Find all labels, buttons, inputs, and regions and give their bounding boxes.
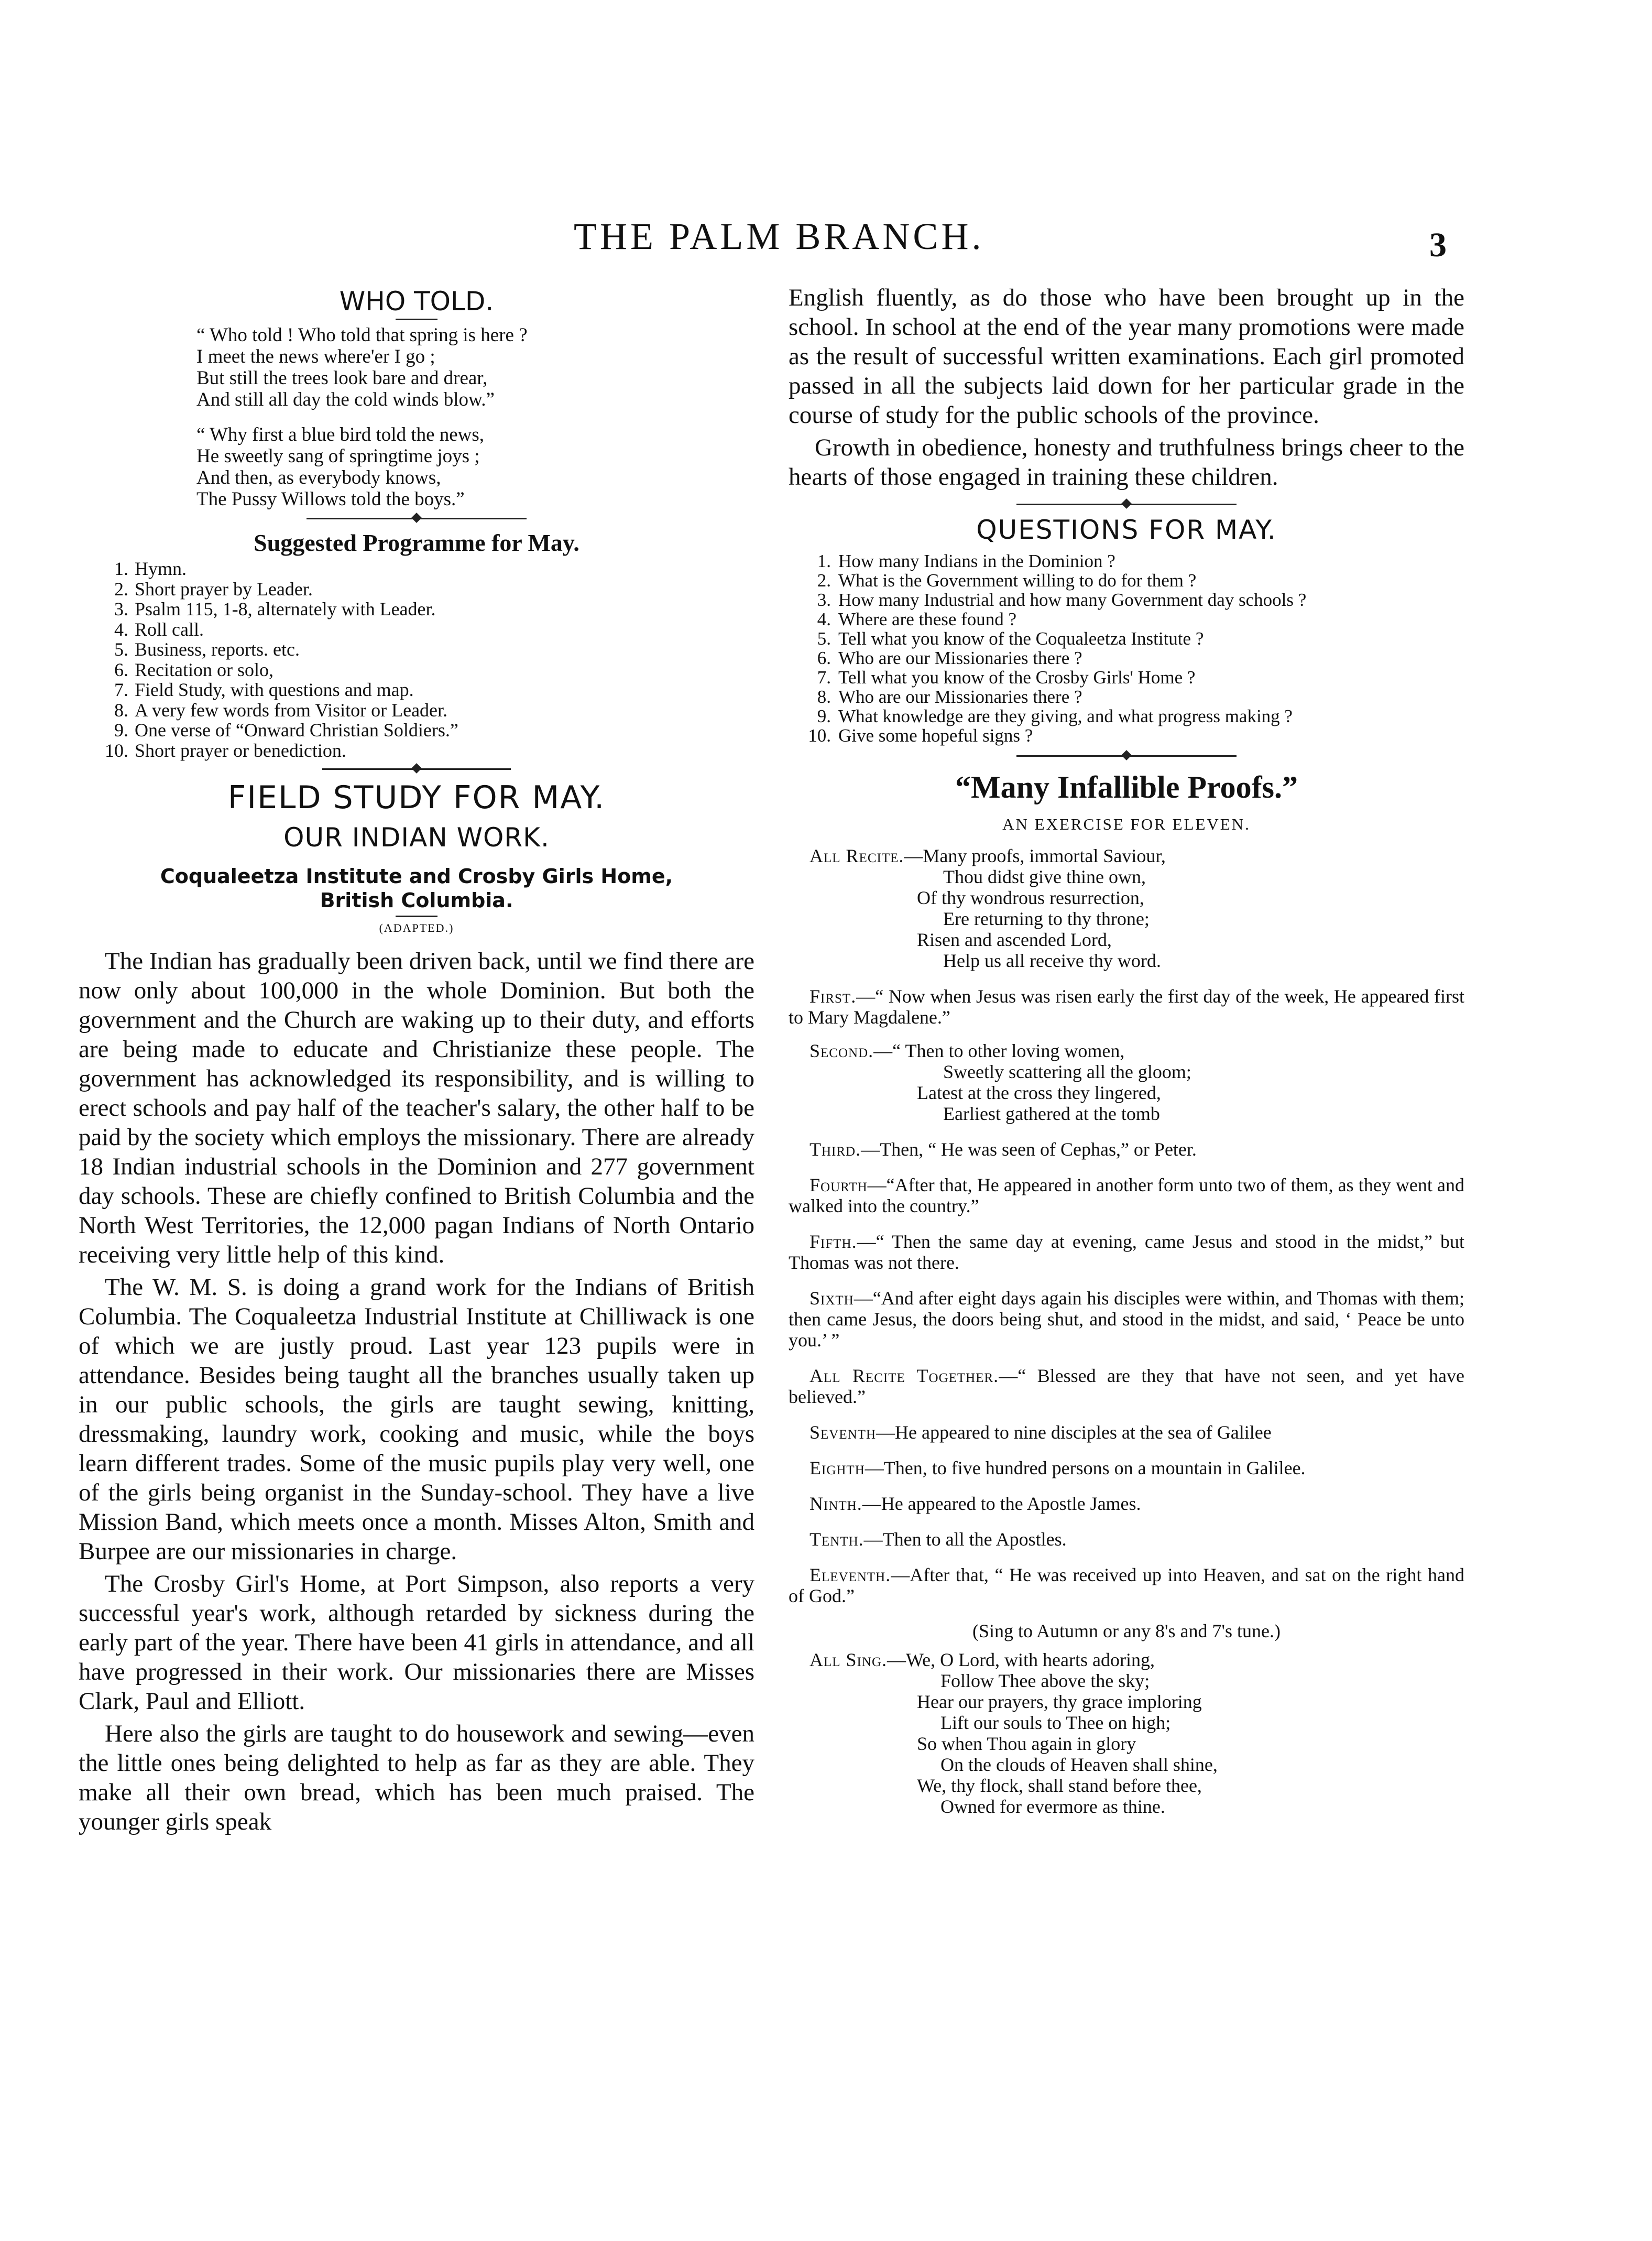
list-item: 3. Psalm 115, 1-8, alternately with Leader. [114,599,436,619]
poem-line: He sweetly sang of springtime joys ; [196,445,480,467]
body-paragraph: The Indian has gradually been driven back, until we find there are now only about 100,000 in the whole Dominion. But both the government and the Church are waking up to their duty, and efforts are being made to educate and Christianize these people. The government has acknowledged its responsibility, and is willing to erect schools and pay half of the teacher's salary, the other half to be paid by the society which employs the missionary. There are already 18 Indian industrial schools in the Dominion and 277 government day schools. These are chiefly confined to British Columbia and the North West Territories, the 12,000 pagan Indians of North Ontario receiving very little help of this kind. [79,948,754,1268]
right-column [789,283,1464,1817]
questions-list [789,551,1464,745]
programme-title: Suggested Programme for May. [254,529,579,556]
institution-title: Coqualeetza Institute and Crosby Girls Home, British Columbia. [160,865,673,912]
poem-line: And still all day the cold winds blow.” [196,389,495,410]
list-item: 2. What is the Government willing to do for them ? [817,570,1197,591]
body-paragraph: Here also the girls are taught to do housework and sewing—even the little ones being delighted to help as far as they are able. They make all their own bread, which has been much praised. The younger girls speak [79,1720,754,1835]
left-column [79,283,754,1836]
speaker-second: Second.—“ Then to other loving women, Sweetly scattering all the gloom; Latest at the cross they lingered, Earliest gathered at the tomb [809,1040,1191,1124]
page-header [0,210,1652,273]
exercise-subtitle: AN EXERCISE FOR ELEVEN. [1002,815,1251,833]
speaker-label: All Recite. [809,845,904,866]
speaker-seventh: Seventh—He appeared to nine disciples at the sea of Galilee [809,1422,1272,1443]
list-item: 8. A very few words from Visitor or Leader. [114,699,448,721]
list-item: 9. What knowledge are they giving, and what progress making ? [817,706,1293,726]
poem-line: I meet the news where'er I go ; [196,346,435,367]
list-item: 5. Business, reports. etc. [114,639,300,660]
poem-line: “ Why first a blue bird told the news, [196,424,485,445]
list-item: 10. Give some hopeful signs ? [808,725,1033,746]
speaker-eighth: Eighth—Then, to five hundred persons on a mountain in Galilee. [809,1457,1306,1478]
speaker-fifth: Fifth.—“ Then the same day at evening, came Jesus and stood in the midst,” but Thomas was not there. [789,1231,1464,1273]
short-rule [396,916,437,917]
speaker-sixth: Sixth—“And after eight days again his disciples were within, and Thomas with them; then came Jesus, the doors being shut, and stood in the midst, and said, ‘ Peace be unto you.’ ” [789,1288,1464,1351]
poem-line: “ Who told ! Who told that spring is here ? [196,324,528,346]
field-study-subtitle: OUR INDIAN WORK. [283,822,550,853]
questions-title: QUESTIONS FOR MAY. [976,515,1277,545]
list-item: 6. Recitation or solo, [114,659,273,680]
ornamental-divider [307,513,527,524]
list-item: 2. Short prayer by Leader. [114,578,313,600]
poem-line: But still the trees look bare and drear, [196,367,488,389]
field-study-title: FIELD STUDY FOR MAY. [227,779,606,816]
list-item: 1. Hymn. [114,558,187,579]
list-item: 3. How many Industrial and how many Government day schools ? [817,590,1307,610]
list-item: 5. Tell what you know of the Coqualeetza Institute ? [817,628,1204,649]
body-paragraph-continued: English fluently, as do those who have been brought up in the school. In school at the end of the year many promotions were made as the result of successful written examinations. Each girl promoted passed in all the subjects laid down for her particular grade in the course of study for the public schools of the province. [789,284,1464,429]
list-item: 9. One verse of “Onward Christian Soldiers.” [114,720,458,741]
body-paragraph: Growth in obedience, honesty and truthfulness brings cheer to the hearts of those engaged in training these children. [789,434,1464,491]
tune-note: (Sing to Autumn or any 8's and 7's tune.) [972,1620,1281,1641]
ornamental-divider [322,764,511,774]
all-sing-block: All Sing.—We, O Lord, with hearts adoring, Follow Thee above the sky; Hear our prayers, thy grace imploring Lift our souls to Thee on high; So when Thou again in glory On the clouds of Heaven shall shine, We, thy flock, shall stand before thee, Owned for evermore as thine. [809,1649,1218,1817]
speaker-third: Third.—Then, “ He was seen of Cephas,” or Peter. [809,1139,1197,1160]
speaker-tenth: Tenth.—Then to all the Apostles. [809,1529,1067,1550]
ornamental-divider [1016,750,1237,761]
list-item: 8. Who are our Missionaries there ? [817,687,1082,707]
body-paragraph: The Crosby Girl's Home, at Port Simpson, also reports a very successful year's work, although retarded by sickness during the early part of the year. There have been 41 girls in attendance, and all have progressed in their work. Our missionaries there are Misses Clark, Paul and Elliott. [79,1570,754,1715]
list-item: 4. Where are these found ? [817,609,1017,629]
list-item: 7. Tell what you know of the Crosby Girls' Home ? [817,667,1196,688]
speaker-eleventh: Eleventh.—After that, “ He was received up into Heaven, and sat on the right hand of God.” [789,1564,1464,1606]
body-paragraph: The W. M. S. is doing a grand work for the Indians of British Columbia. The Coqualeetza Industrial Institute at Chilliwack is one of which we are justly proud. Last year 123 pupils were in attendance. Besides being taught all the branches usually taken up in our public schools, the girls are taught sewing, knitting, dressmaking, laundry work, cooking and music, while the boys learn different trades. Some of the music pupils play very well, one of the girls being organist in the Sunday-school. They have a live Mission Band, which meets once a month. Misses Alton, Smith and Burpee are our missionaries in charge. [79,1274,754,1565]
speaker-fourth: Fourth—“After that, He appeared in another form unto two of them, as they went and walked into the country.” [789,1174,1464,1216]
poem-stanza-1 [196,324,754,410]
poem-line: The Pussy Willows told the boys.” [196,488,465,510]
poem-title: WHO TOLD. [339,286,494,317]
speaker-ninth: Ninth.—He appeared to the Apostle James. [809,1493,1141,1514]
list-item: 1. How many Indians in the Dominion ? [817,551,1115,571]
all-recite-block: All Recite.—Many proofs, immortal Saviour, Thou didst give thine own, Of thy wondrous resurrection, Ere returning to thy throne; Risen and ascended Lord, Help us all receive thy word. [809,845,1166,971]
programme-list [79,559,754,760]
speaker-first: First.—“ Now when Jesus was risen early the first day of the week, He appeared first to Mary Magdalene.” [789,986,1464,1028]
poem-line: And then, as everybody knows, [196,467,441,488]
all-recite-together: All Recite Together.—“ Blessed are they that have not seen, and yet have believed.” [789,1365,1465,1407]
masthead-title: THE PALM BRANCH. [574,215,984,257]
adapted-note: (ADAPTED.) [379,921,454,934]
list-item: 6. Who are our Missionaries there ? [817,648,1082,668]
poem-stanza-2 [196,424,754,510]
exercise-title: “Many Infallible Proofs.” [955,770,1298,804]
page-number: 3 [1429,226,1447,264]
list-item: 10. Short prayer or benediction. [105,739,346,761]
list-item: 7. Field Study, with questions and map. [114,679,414,700]
list-item: 4. Roll call. [114,618,204,640]
ornamental-divider [1016,499,1237,509]
short-rule [396,319,437,320]
